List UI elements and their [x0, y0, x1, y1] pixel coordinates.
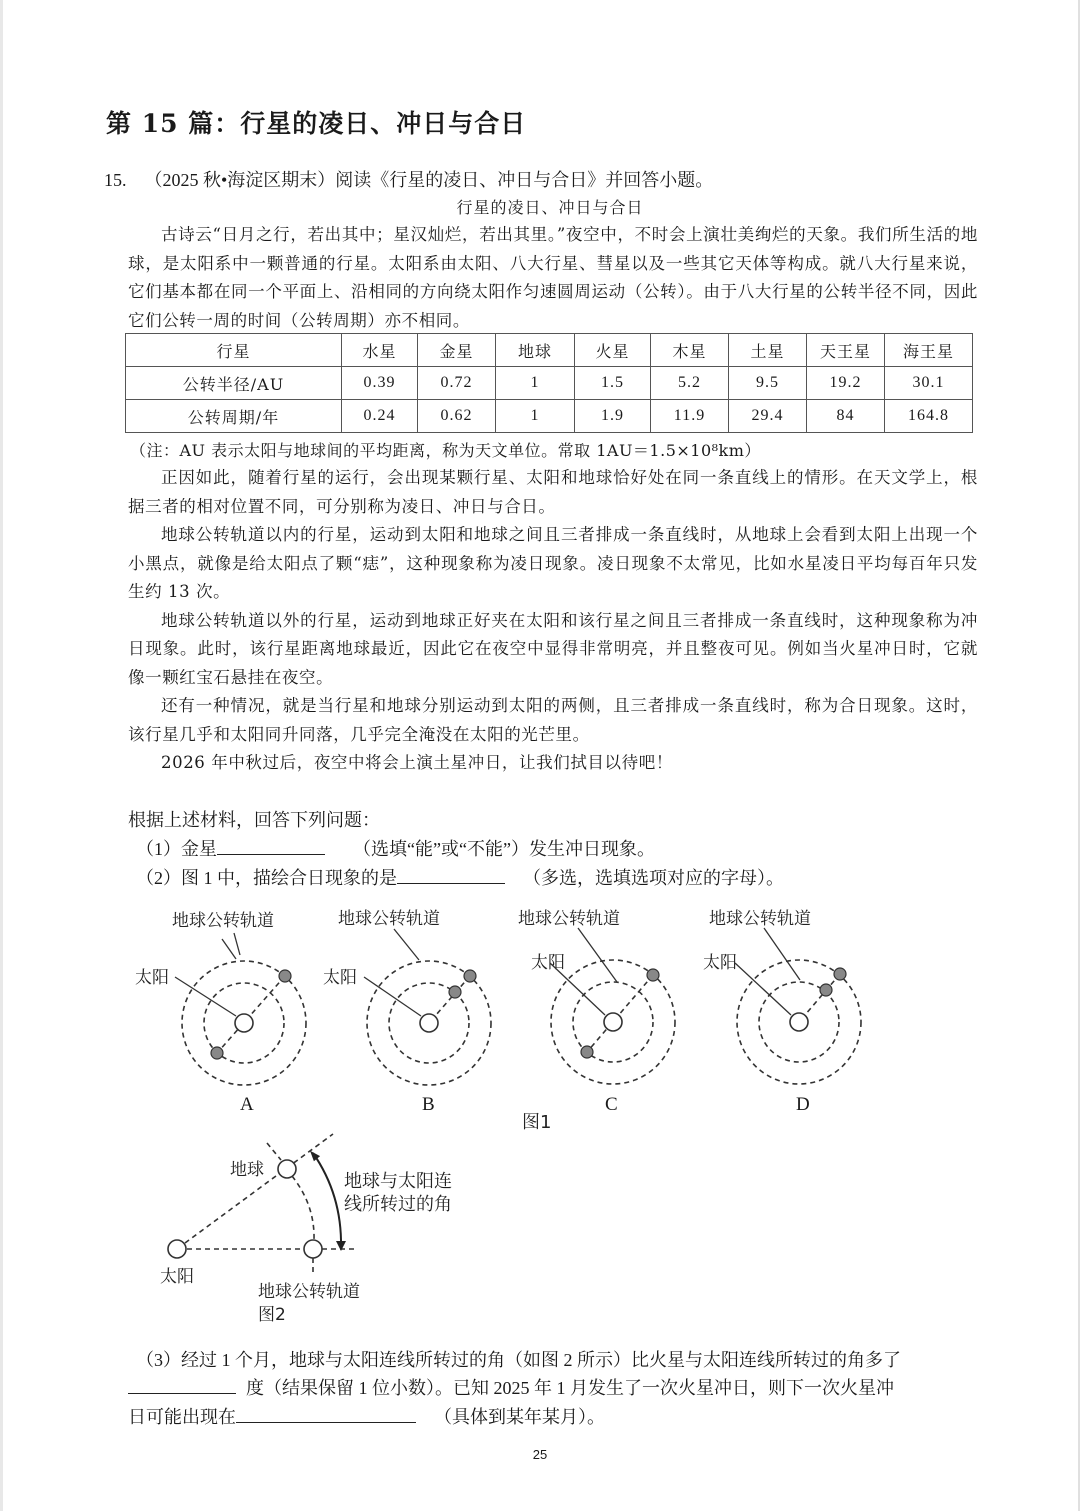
q2-suffix: （多选，选填选项对应的字母）。 — [523, 868, 784, 888]
fig2-sun-label: 太阳 — [160, 1267, 194, 1287]
figure-1-caption: 图1 — [522, 1112, 552, 1133]
q3-line3-suffix: （具体到某年某月）。 — [434, 1407, 605, 1427]
table-cell: 11.9 — [651, 400, 729, 433]
questions-intro: 根据上述材料，回答下列问题： — [128, 810, 380, 830]
table-cell: 9.5 — [729, 367, 807, 400]
question-3-line2 — [128, 1374, 894, 1400]
table-cell: 0.24 — [342, 400, 418, 433]
table-cell: 19.2 — [807, 367, 885, 400]
table-cell: 行星 — [126, 334, 342, 367]
q3-line3-prefix: 日可能出现在 — [128, 1407, 236, 1427]
table-cell: 火星 — [575, 334, 651, 367]
table-cell: 1 — [496, 367, 575, 400]
question-1 — [136, 835, 655, 861]
fig1-c-sun-label: 太阳 — [531, 953, 565, 973]
q1-prefix: （1）金星 — [136, 839, 217, 859]
question-number: 15. — [104, 170, 127, 190]
q3-date-blank[interactable] — [236, 1404, 416, 1423]
fig1-option-c: C — [605, 1094, 618, 1115]
table-cell: 29.4 — [729, 400, 807, 433]
q2-answer-blank[interactable] — [397, 865, 505, 884]
fig1-option-a: A — [240, 1094, 254, 1115]
fig2-angle-label-line2: 线所转过的角 — [344, 1194, 452, 1215]
table-cell: 金星 — [418, 334, 496, 367]
fig1-a-sun-label: 太阳 — [135, 968, 169, 988]
fig2-orbit-label: 地球公转轨道 — [258, 1282, 360, 1302]
table-cell: 1.9 — [575, 400, 651, 433]
fig1-d-orbit-label: 地球公转轨道 — [709, 909, 811, 929]
table-header-row — [126, 334, 973, 367]
page-title: 第 15 篇：行星的凌日、冲日与合日 — [106, 109, 527, 138]
table-cell: 5.2 — [651, 367, 729, 400]
q3-line2-text: 度（结果保留 1 位小数）。已知 2025 年 1 月发生了一次火星冲日，则下一次火星冲 — [246, 1378, 894, 1398]
article-paragraph-2: 正因如此，随着行星的运行，会出现某颗行星、太阳和地球恰好处在同一条直线上的情形。在天文学上，根据三者的相对位置不同，可分别称为凌日、冲日与合日。 — [128, 468, 978, 516]
article-body — [128, 464, 978, 778]
table-row — [126, 400, 973, 433]
question-header — [104, 166, 713, 192]
table-cell: 1.5 — [575, 367, 651, 400]
table-cell: 地球 — [496, 334, 575, 367]
article-title: 行星的凌日、冲日与合日 — [456, 198, 644, 217]
article-paragraph-6: 2026 年中秋过后，夜空中将会上演土星冲日，让我们拭目以待吧！ — [161, 753, 673, 772]
table-row — [126, 367, 973, 400]
table-cell: 天王星 — [807, 334, 885, 367]
page-edge-left — [0, 0, 3, 1511]
table-note: （注：AU 表示太阳与地球间的平均距离，称为天文单位。常取 1AU＝1.5×10⁸km） — [130, 441, 761, 460]
question-2 — [136, 864, 784, 890]
table-cell: 0.72 — [418, 367, 496, 400]
fig1-option-b: B — [422, 1094, 435, 1115]
table-cell: 1 — [496, 400, 575, 433]
table-cell: 木星 — [651, 334, 729, 367]
question-3-line1: （3）经过 1 个月，地球与太阳连线所转过的角（如图 2 所示）比火星与太阳连线所转过的角多了 — [136, 1350, 901, 1370]
table-cell: 30.1 — [885, 367, 973, 400]
fig1-a-orbit-label: 地球公转轨道 — [172, 911, 274, 931]
table-cell: 0.39 — [342, 367, 418, 400]
table-cell: 0.62 — [418, 400, 496, 433]
table-cell: 84 — [807, 400, 885, 433]
q1-suffix: （选填“能”或“不能”）发生冲日现象。 — [353, 839, 655, 859]
table-cell: 164.8 — [885, 400, 973, 433]
fig1-option-d: D — [796, 1094, 810, 1115]
planet-table — [125, 333, 973, 433]
page-number: 25 — [532, 1447, 548, 1462]
fig2-earth-label: 地球 — [230, 1160, 264, 1180]
q3-degrees-blank[interactable] — [128, 1375, 236, 1394]
article-paragraph-3: 地球公转轨道以内的行星，运动到太阳和地球之间且三者排成一条直线时，从地球上会看到太阳上出现一个小黑点，就像是给太阳点了颗“痣”，这种现象称为凌日现象。凌日现象不太常见，比如水星凌日平均每百年只发生约 13 次。 — [128, 525, 978, 601]
table-cell: 海王星 — [885, 334, 973, 367]
paragraph-text: 古诗云“日月之行，若出其中；星汉灿烂，若出其里。”夜空中，不时会上演壮美绚烂的天象。我们所生活的地球，是太阳系中一颗普通的行星。太阳系由太阳、八大行星、彗星以及一些其它天体等构成。就八大行星来说，它们基本都在同一个平面上、沿相同的方向绕太阳作匀速圆周运动（公转）。由于八大行星的公转半径不同，因此它们公转一周的时间（公转周期）亦不相同。 — [128, 225, 978, 330]
question-source: （2025 秋•海淀区期末）阅读《行星的凌日、冲日与合日》并回答小题。 — [144, 170, 714, 190]
fig1-c-orbit-label: 地球公转轨道 — [518, 909, 620, 929]
question-3-line3 — [128, 1403, 605, 1429]
fig1-b-orbit-label: 地球公转轨道 — [338, 909, 440, 929]
table-cell: 土星 — [729, 334, 807, 367]
table-cell: 公转周期/年 — [126, 400, 342, 433]
fig1-d-sun-label: 太阳 — [703, 953, 737, 973]
article-paragraph-5: 还有一种情况，就是当行星和地球分别运动到太阳的两侧，且三者排成一条直线时，称为合日现象。这时，该行星几乎和太阳同升同落，几乎完全淹没在太阳的光芒里。 — [128, 696, 978, 744]
q2-prefix: （2）图 1 中，描绘合日现象的是 — [136, 868, 397, 888]
q1-answer-blank[interactable] — [217, 836, 325, 855]
article-paragraph-4: 地球公转轨道以外的行星，运动到地球正好夹在太阳和该行星之间且三者排成一条直线时，这种现象称为冲日现象。此时，该行星距离地球最近，因此它在夜空中显得非常明亮，并且整夜可见。例如当火星冲日时，它就像一颗红宝石悬挂在夜空。 — [128, 610, 978, 687]
fig2-diagram — [0, 0, 1, 1]
figure-2-caption: 图2 — [258, 1305, 286, 1325]
fig1-b-sun-label: 太阳 — [323, 968, 357, 988]
article-paragraph-1 — [128, 221, 978, 335]
fig2-angle-label-line1: 地球与太阳连 — [344, 1171, 452, 1192]
table-cell: 公转半径/AU — [126, 367, 342, 400]
table-cell: 水星 — [342, 334, 418, 367]
